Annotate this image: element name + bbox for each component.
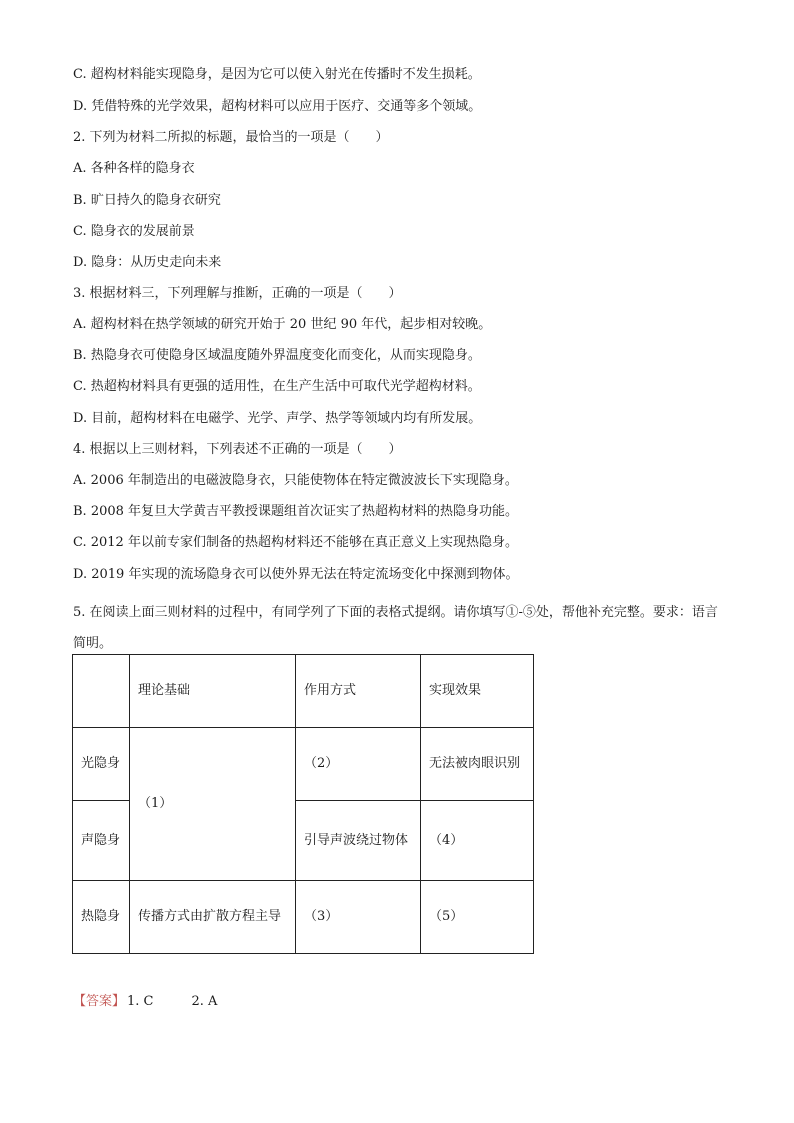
table-cell: 声隐身: [73, 801, 130, 881]
answer-item-1: 1. C: [127, 994, 154, 1009]
table-cell-blank-5: （5）: [421, 881, 534, 954]
question-3: 3. 根据材料三，下列理解与推断，正确的一项是（ ）: [73, 286, 402, 301]
option-2a: A. 各种各样的隐身衣: [73, 161, 195, 176]
table-header-cell: 作用方式: [296, 655, 421, 728]
option-4b: B. 2008 年复旦大学黄吉平教授课题组首次证实了热超构材料的热隐身功能。: [73, 504, 519, 519]
option-4d: D. 2019 年实现的流场隐身衣可以使外界无法在特定流场变化中探测到物体。: [73, 567, 519, 582]
option-4a: A. 2006 年制造出的电磁波隐身衣，只能使物体在特定微波波长下实现隐身。: [73, 473, 518, 488]
question-5: 5. 在阅读上面三则材料的过程中，有同学列了下面的表格式提纲。请你填写①-⑤处，帮他补充完整。要求：语言简明。: [73, 605, 718, 651]
option-1d: D. 凭借特殊的光学效果，超构材料可以应用于医疗、交通等多个领域。: [73, 99, 482, 114]
table-row: [73, 728, 534, 801]
table-cell: 热隐身: [73, 881, 130, 954]
option-2c: C. 隐身衣的发展前景: [73, 224, 195, 239]
table-header-row: [73, 655, 534, 728]
table-cell: 引导声波绕过物体: [296, 801, 421, 881]
option-3c: C. 热超构材料具有更强的适用性，在生产生活中可取代光学超构材料。: [73, 379, 481, 394]
question-2: 2. 下列为材料二所拟的标题，最恰当的一项是（ ）: [73, 130, 389, 145]
option-2d: D. 隐身：从历史走向未来: [73, 255, 222, 270]
answer-item-2: 2. A: [191, 994, 218, 1009]
answer-label: 【答案】: [73, 994, 126, 1009]
table-cell-blank-3: （3）: [296, 881, 421, 954]
table-cell: 无法被肉眼识别: [421, 728, 534, 801]
option-4c: C. 2012 年以前专家们制备的热超构材料还不能够在真正意义上实现热隐身。: [73, 535, 518, 550]
table-header-cell: [73, 655, 130, 728]
option-2b: B. 旷日持久的隐身衣研究: [73, 193, 221, 208]
table-cell-blank-2: （2）: [296, 728, 421, 801]
option-3d: D. 目前，超构材料在电磁学、光学、声学、热学等领域内均有所发展。: [73, 411, 482, 426]
table-header-cell: 实现效果: [421, 655, 534, 728]
table-row: [73, 881, 534, 954]
outline-table: [72, 654, 534, 954]
table-cell: 传播方式由扩散方程主导: [130, 881, 296, 954]
question-4: 4. 根据以上三则材料，下列表述不正确的一项是（ ）: [73, 442, 402, 457]
answer-line: [73, 993, 217, 1011]
option-3b: B. 热隐身衣可使隐身区域温度随外界温度变化而变化，从而实现隐身。: [73, 348, 481, 363]
table-cell-blank-4: （4）: [421, 801, 534, 881]
table-cell: 光隐身: [73, 728, 130, 801]
table-header-cell: 理论基础: [130, 655, 296, 728]
option-3a: A. 超构材料在热学领域的研究开始于 20 世纪 90 年代，起步相对较晚。: [73, 317, 492, 332]
option-1c: C. 超构材料能实现隐身，是因为它可以使入射光在传播时不发生损耗。: [73, 67, 481, 82]
table-cell-blank-1: （1）: [130, 728, 296, 881]
